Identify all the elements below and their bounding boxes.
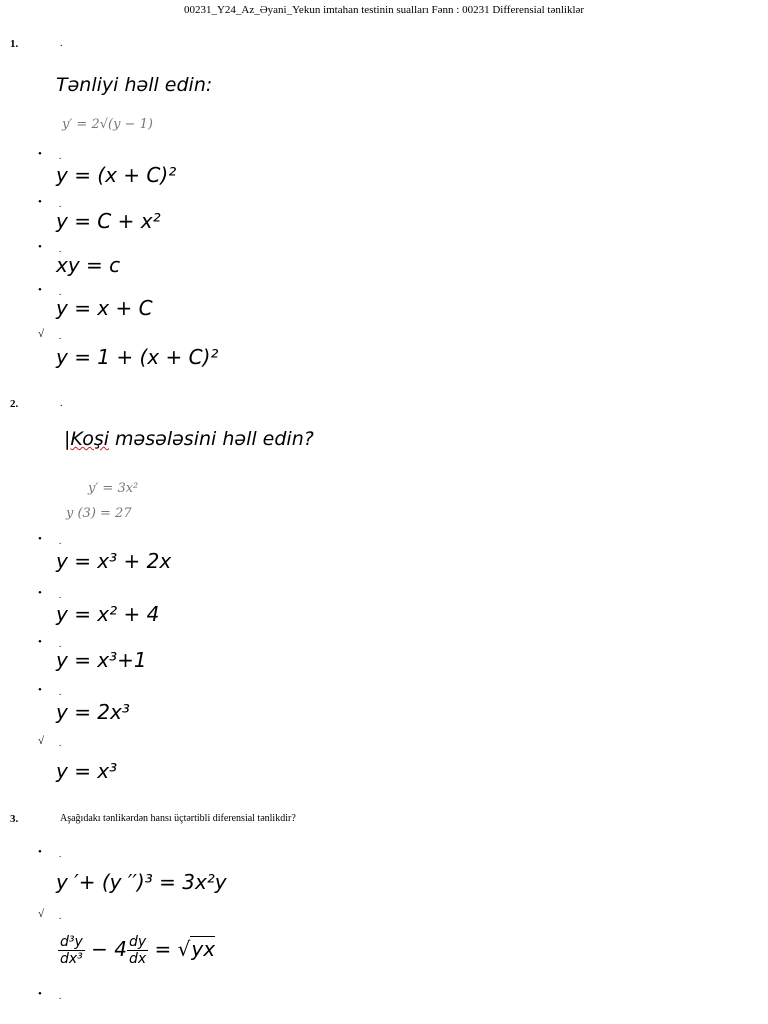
question-1-dot: . <box>60 38 63 49</box>
option-text: y = x³ + 2x <box>56 549 172 573</box>
fraction-d3y-dx3: $\frac{\text{d³y}}{\text{dx³}}$ <box>60 934 83 967</box>
document-header: 00231_Y24_Az_Əyani_Yekun imtahan testinin sualları Fənn : 00231 Differensial tənliklər <box>183 4 585 16</box>
question-3-prompt: Aşağıdakı tənlikərdən hansı üçtərtibli diferensial tənlikdir? <box>60 813 296 824</box>
question-1-prompt: Tənliyi həll edin: <box>56 74 213 96</box>
option-text: y = 1 + (x + C)² <box>56 345 219 369</box>
option-marker[interactable]: • <box>38 148 42 160</box>
option-marker[interactable]: • <box>38 846 42 858</box>
question-1-number: 1. <box>10 38 19 50</box>
option-text: y = x³+1 <box>56 648 147 672</box>
option-text: y = x³ <box>56 759 118 783</box>
question-2-prompt-rest: məsələsini həll edin? <box>109 428 314 450</box>
option-text: y ′+ (y ′′)³ = 3x²y <box>56 870 227 894</box>
correct-option-marker[interactable]: √ <box>38 328 45 340</box>
option-marker[interactable]: • <box>38 533 42 545</box>
option-text: y = x + C <box>56 296 153 320</box>
option-text-fraction-equation: $\frac{\text{d³y}}{\text{dx³}}$ − 4 $\frac{dy}{dx}$ = √yx <box>60 934 216 967</box>
fraction-dy-dx: $\frac{dy}{dx}$ <box>129 934 147 967</box>
question-2-dot: . <box>60 398 63 409</box>
option-marker[interactable]: • <box>38 241 42 253</box>
question-2-prompt: |Koşi məsələsini həll edin? <box>64 428 314 450</box>
option-marker[interactable]: • <box>38 587 42 599</box>
option-text: y = x² + 4 <box>56 602 160 626</box>
option-marker[interactable]: • <box>38 988 42 1000</box>
question-2-equation-line2: y (3) = 27 <box>66 506 132 521</box>
sqrt-argument: yx <box>191 937 216 961</box>
option-marker[interactable]: • <box>38 284 42 296</box>
option-text: y = (x + C)² <box>56 163 177 187</box>
option-marker[interactable]: • <box>38 196 42 208</box>
question-2-number: 2. <box>10 398 19 410</box>
question-2-equation-line1: y′ = 3x² <box>88 481 139 496</box>
option-marker[interactable]: • <box>38 684 42 696</box>
correct-option-marker[interactable]: √ <box>38 908 45 920</box>
question-3-number: 3. <box>10 813 19 825</box>
option-text: y = 2x³ <box>56 700 130 724</box>
option-text: xy = c <box>56 253 121 277</box>
option-marker[interactable]: • <box>38 636 42 648</box>
question-2-prompt-prefix: Koşi <box>70 428 109 450</box>
correct-option-marker[interactable]: √ <box>38 735 45 747</box>
question-1-equation: y′ = 2√(y − 1) <box>62 117 153 132</box>
option-text: y = C + x² <box>56 209 161 233</box>
